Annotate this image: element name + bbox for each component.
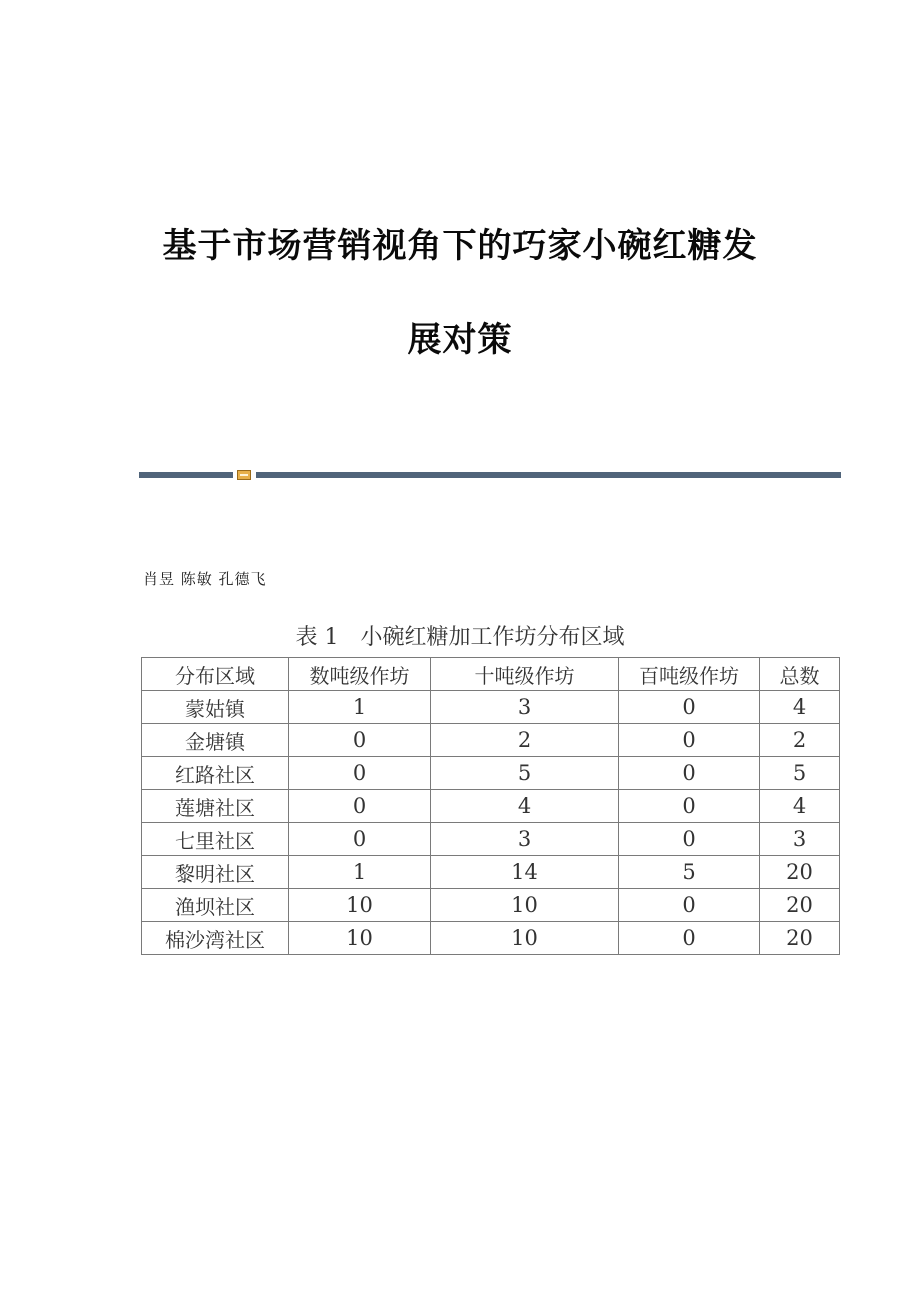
author-list: 肖昱 陈敏 孔德飞	[143, 570, 267, 588]
table-cell-value: 3	[431, 691, 619, 724]
table-cell-value: 2	[431, 724, 619, 757]
table-cell-value: 0	[619, 823, 760, 856]
table-cell-region: 红路社区	[142, 757, 289, 790]
table-row	[142, 922, 840, 955]
table-row	[142, 889, 840, 922]
table-cell-region: 棉沙湾社区	[142, 922, 289, 955]
table-header-cell: 分布区域	[142, 658, 289, 691]
divider-bar-right	[256, 472, 841, 478]
divider-ornament-icon	[237, 470, 251, 480]
table-cell-value: 1	[289, 691, 431, 724]
table-cell-value: 20	[760, 922, 840, 955]
table-cell-value: 5	[619, 856, 760, 889]
table-cell-value: 3	[431, 823, 619, 856]
table-caption: 表 1 小碗红糖加工作坊分布区域	[295, 625, 625, 650]
table-cell-value: 0	[619, 790, 760, 823]
table-header-cell: 数吨级作坊	[289, 658, 431, 691]
table-row	[142, 724, 840, 757]
table-cell-value: 5	[431, 757, 619, 790]
title-divider	[139, 470, 841, 480]
table-cell-value: 4	[760, 790, 840, 823]
table-cell-value: 0	[289, 823, 431, 856]
table-cell-region: 蒙姑镇	[142, 691, 289, 724]
table-row	[142, 823, 840, 856]
table-header-cell: 十吨级作坊	[431, 658, 619, 691]
table-cell-value: 1	[289, 856, 431, 889]
divider-bar-left	[139, 472, 233, 478]
table-cell-value: 0	[619, 889, 760, 922]
table-cell-value: 20	[760, 889, 840, 922]
table-header-row	[142, 658, 840, 691]
table-cell-value: 14	[431, 856, 619, 889]
table-cell-value: 4	[431, 790, 619, 823]
table-cell-value: 5	[760, 757, 840, 790]
table-cell-value: 10	[289, 889, 431, 922]
table-cell-value: 0	[619, 757, 760, 790]
table-header-cell: 总数	[760, 658, 840, 691]
table-cell-value: 0	[289, 757, 431, 790]
table-cell-region: 渔坝社区	[142, 889, 289, 922]
table-row	[142, 691, 840, 724]
table-cell-value: 0	[289, 790, 431, 823]
table-cell-value: 10	[431, 922, 619, 955]
document-title-line-1: 基于市场营销视角下的巧家小碗红糖发	[162, 226, 758, 266]
table-cell-value: 20	[760, 856, 840, 889]
table-cell-value: 0	[289, 724, 431, 757]
table-row	[142, 856, 840, 889]
table-cell-region: 七里社区	[142, 823, 289, 856]
table-cell-value: 0	[619, 922, 760, 955]
workshop-distribution-table	[141, 657, 840, 955]
table-cell-value: 2	[760, 724, 840, 757]
table-cell-region: 金塘镇	[142, 724, 289, 757]
table-cell-value: 3	[760, 823, 840, 856]
table-cell-value: 10	[431, 889, 619, 922]
table-header-cell: 百吨级作坊	[619, 658, 760, 691]
table-cell-value: 4	[760, 691, 840, 724]
document-title-line-2: 展对策	[407, 320, 513, 360]
table-cell-value: 10	[289, 922, 431, 955]
table-cell-value: 0	[619, 724, 760, 757]
table-cell-region: 莲塘社区	[142, 790, 289, 823]
table-row	[142, 757, 840, 790]
table-cell-region: 黎明社区	[142, 856, 289, 889]
table-body	[142, 691, 840, 955]
table-row	[142, 790, 840, 823]
table-cell-value: 0	[619, 691, 760, 724]
